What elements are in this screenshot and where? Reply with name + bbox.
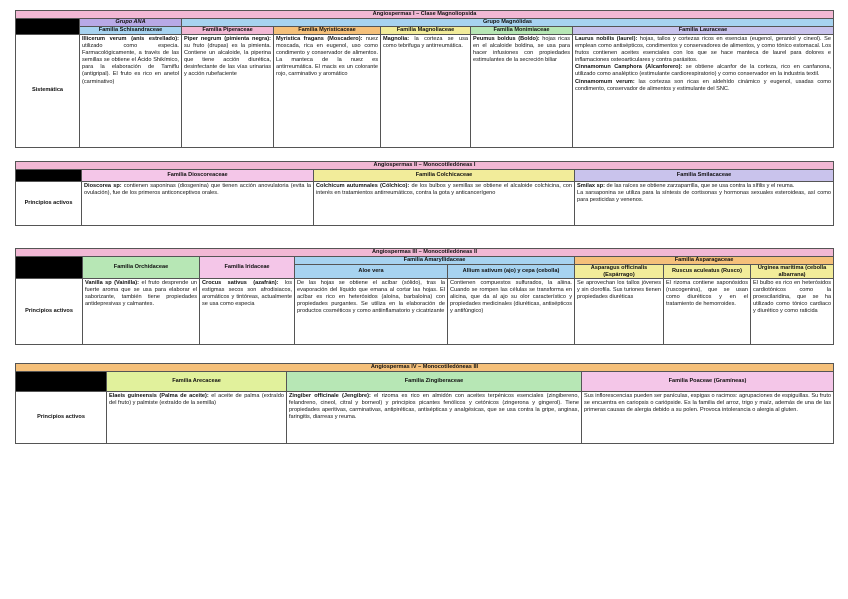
cell-allium: Contienen compuestos sulfurados, la aliina. Cuando se rompen las células se transforma en alicina, que da al ajo su olor característico y propiedades medicinales (diuréticas, antisépticos y antifúngico): [448, 279, 575, 345]
species-header: Allium sativum (ajo) y cepa (cebolla): [448, 265, 575, 279]
family-header: Familia Orchidaceae: [83, 257, 200, 279]
cell-zingiberaceae: Zingiber officinale (Jengibre): el rizoma es rico en almidón con aceites terpénicos esenciales (zingibereno, felandreno, cineol, citral y borneol) y principios picantes fenólicos y cetónicos (zingerona y gingerol). Tiene propiedades aperitivas, carminativas, antipiréticas, antisépticas y analgésicas, que se usa contra la gripe, anginas, faringitis, diarreas y reuma.: [287, 392, 582, 444]
cell-poaceae: Sus inflorescencias pueden ser panículas, espigas o racimos: agrupaciones de espiguillas. Su fruto se encuentra en cariopsis o cariópside. Es la familia del arroz, trigo y maíz, además de una de las primeras causas de alergia debido a su polen. Provoca intolerancia o alergia al gluten.: [582, 392, 834, 444]
row-label: Principios activos: [16, 279, 83, 345]
group-header-magnolidas: Grupo Magnólidas: [182, 19, 834, 27]
species-header: Aloe vera: [295, 265, 448, 279]
family-header: Familia Monimiaceae: [471, 27, 573, 35]
table-title: Angiospermas III – Monocotiledóneas II: [16, 249, 834, 257]
cell-arecaceae: Elaeis guineensis (Palma de aceite): el aceite de palma (extraído del fruto) y palmiste (extraído de la semilla): [107, 392, 287, 444]
family-header: Familia Colchicaceae: [314, 170, 575, 182]
cell-orchidaceae: Vanilla sp (Vainilla): el fruto desprende un fuerte aroma que se usa para elaborar el saborizante, también tiene propiedades antidepresivas y calmantes.: [83, 279, 200, 345]
table-monocotiledoneas-1: [15, 161, 834, 226]
species-header: Urginea marítima (cebolla albarrana): [751, 265, 834, 279]
row-label: Sistemática: [16, 35, 80, 148]
corner-cell: [16, 19, 80, 35]
family-header: Familia Arecaceae: [107, 372, 287, 392]
cell-iridaceae: Crocus sativus (azafrán): los estigmas secos son afrodisiacos, aromáticos y tintóreas, actualmente se usa como especia: [200, 279, 295, 345]
group-header-ana: Grupo ANA: [80, 19, 182, 27]
species-header: Ruscus aculeatus (Rusco): [664, 265, 751, 279]
cell-smilacaceae: Smilax sp: de las raíces se obtiene zarzaparrilla, que se usa contra la sífilis y el reuma. La sarsaponina se utiliza para la síntesis de cortisonas y hormonas sexuales esteroideas, así como para pesticidas y venenos.: [575, 182, 834, 226]
cell-aloe-vera: De las hojas se obtiene el acíbar (sólido), tras la evaporación del líquido que emana al cortar las hojas. El acíbar es rico en heterósidos (aloína, barbaloína) con propiedades purgantes. Se utiliza en la elaboración de productos cosméticos y como antiinflamatorio y cicatrizante: [295, 279, 448, 345]
family-header: Familia Schisandraceae: [80, 27, 182, 35]
cell-colchicaceae: Colchicum autumnales (Cólchico): de los bulbos y semillas se obtiene el alcaloide colchicina, con interés en tratamientos antirreumáticos, contra la gota y anticancerígeno: [314, 182, 575, 226]
row-label: Principios activos: [16, 392, 107, 444]
cell-piperaceae: Piper negrum (pimienta negra): su fruto (drupas) es la pimienta. Contiene un alcaloide, la piperina que tiene acción diurética, desinfectante de las vías urinarias y acción rubefaciente: [182, 35, 274, 148]
table-title: Angiospermas IV – Monocotiledóneas III: [16, 364, 834, 372]
table-title: Angiospermas I – Clase Magnoliopsida: [16, 11, 834, 19]
cell-dioscoreaceae: Dioscorea sp: contienen saponinas (diosgenina) que tienen acción anovulatoria (evita la ovulación), fue de los primeros anticonceptivos orales.: [82, 182, 314, 226]
corner-cell: [16, 257, 83, 279]
family-header: Familia Asparagaceae: [575, 257, 834, 265]
cell-myristicaceae: Myristica fragans (Moscadero): nuez moscada, rica en eugenol, uso como condimento y conservador de alimentos. La manteca de la nuez es antirreumática. El macis es un colorante rojo, carminativo y aromático: [274, 35, 381, 148]
table-magnoliopsida: [15, 10, 834, 148]
cell-magnoliaceae: Magnolia: la corteza se usa como tebrifuga y antirreumática.: [381, 35, 471, 148]
corner-cell: [16, 372, 107, 392]
family-header: Familia Poaceae (Gramíneas): [582, 372, 834, 392]
family-header: Familia Magnoliaceae: [381, 27, 471, 35]
cell-urginea: El bulbo es rico en heterósidos cardiotónicos como la proescilaridina, que se ha utilizado como tónico cardiaco y diurético y como raticida: [751, 279, 834, 345]
table-monocotiledoneas-2: [15, 248, 834, 345]
cell-lauraceae: Laurus nobilis (laurel): hojas, tallos y cortezas ricos en esencias (eugenol, geraniol y cineol). Se emplean como antisépticos, condimentos y conservadores de alimentos, y como tónico estomacal. Los frutos contienen aceites esenciales con los que se hace manteca de laurel para dolores e inflamaciones osteoarticulares y contra parásitos. Cinnamomun Camphora (Alcanforero): se obtiene alcanfor de la corteza, rico en canfanona, utilizado como analéptico (estimulante cardiorespiratorio) y como conservador en la industria textil. Cinnamomum verum: las cortezas son ricas en aldehído cinámico y eugenol, usadas como condimento, conservador de alimentos y estimulante del SNC.: [573, 35, 834, 148]
family-header: Familia Amaryllidaceae: [295, 257, 575, 265]
family-header: Familia Iridaceae: [200, 257, 295, 279]
cell-schisandraceae: Illicerum verum (anís estrellado): utilizado como especia. Farmacológicamente, a través de las semillas se obtiene el Ácido Shikímico, para la elaboración de Tamiflu (antigripal). El fruto es rico en anetol (carminativo): [80, 35, 182, 148]
family-header: Familia Lauraceae: [573, 27, 834, 35]
table-title: Angiospermas II – Monocotiledóneas I: [16, 162, 834, 170]
row-label: Principios activos: [16, 182, 82, 226]
species-header: Asparagus officinalis (Espárrago): [575, 265, 664, 279]
family-header: Familia Piperaceae: [182, 27, 274, 35]
family-header: Familia Smilacaceae: [575, 170, 834, 182]
cell-monimiaceae: Peumus boldus (Boldo): hojas ricas en el alcaloide boldina, se usa para hacer infusiones con propiedades estimulantes de la secreción biliar: [471, 35, 573, 148]
family-header: Familia Dioscoreaceae: [82, 170, 314, 182]
cell-asparagus: Se aprovechan los tallos jóvenes y sin clorofila. Sus turiones tienen propiedades diuréticas: [575, 279, 664, 345]
family-header: Familia Zingiberaceae: [287, 372, 582, 392]
table-monocotiledoneas-3: [15, 363, 834, 444]
family-header: Familia Myristicaceae: [274, 27, 381, 35]
cell-ruscus: El rizoma contiene saponósidos (ruscogenina), que se usan como diuréticos y en el tratamiento de hemorroides.: [664, 279, 751, 345]
corner-cell: [16, 170, 82, 182]
